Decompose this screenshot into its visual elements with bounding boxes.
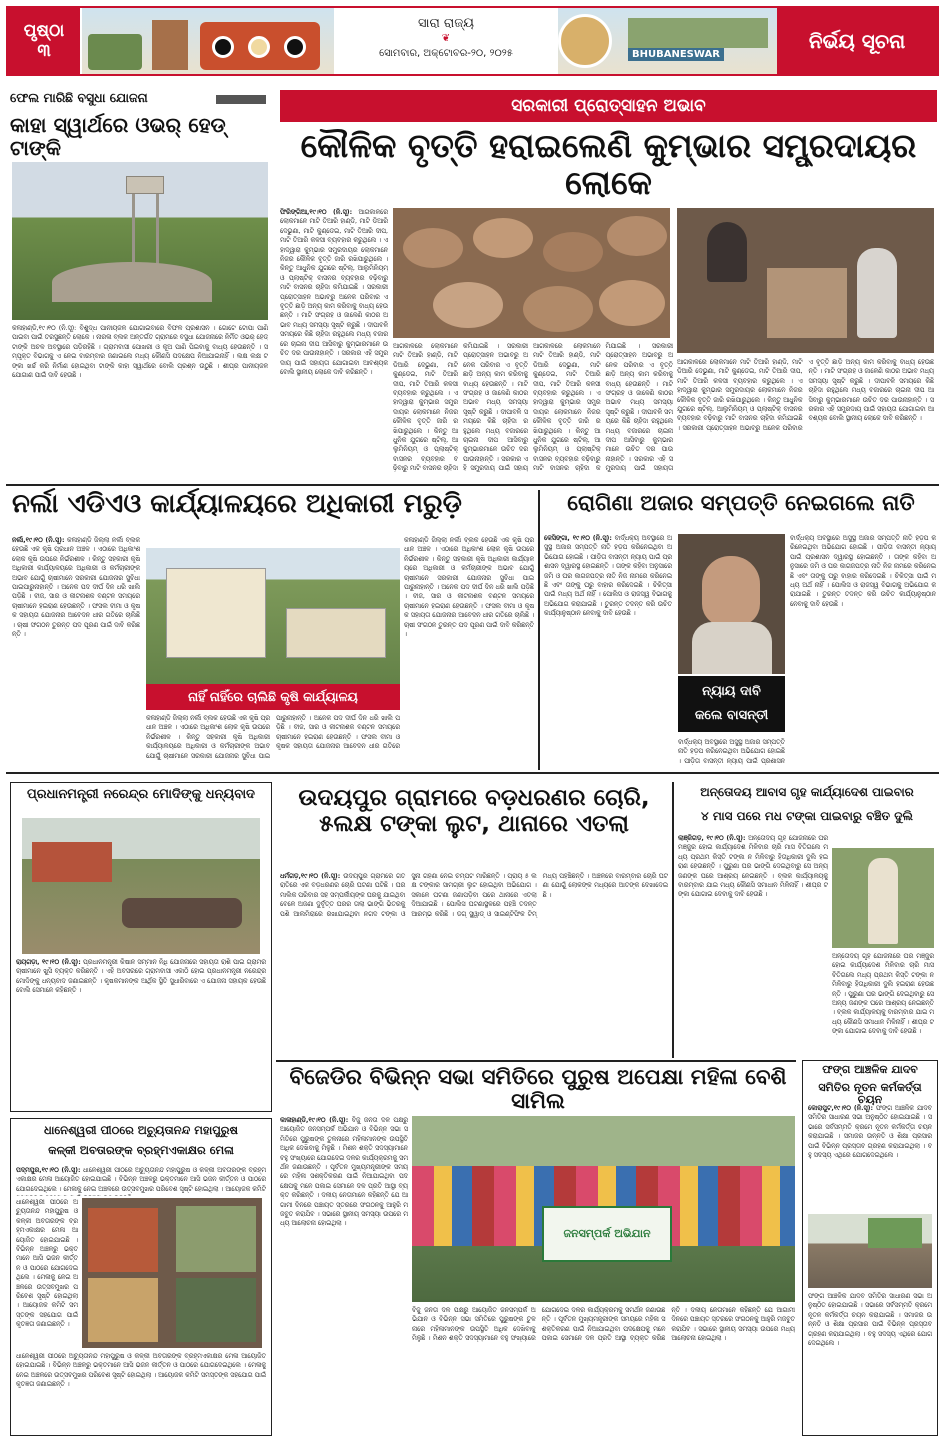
story10-dateline: କୋରାପୁଟ,୧୯।୧୦ (ନି.ସୂ): (808, 1105, 873, 1112)
section-divider (6, 484, 939, 486)
city-image (628, 18, 768, 48)
page-label: ପୃଷ୍ଠା (23, 21, 65, 41)
story7-body-col2: ଅନ୍ତୋଦୟ ଗୃହ ଯୋଜନାରେ ଘର ମଞ୍ଜୁର ହୋଇ କାର୍ଯ୍ୟାଦେଶ ମିଳିବାର ଚାରି ମାସ ବିତିଗଲେ ମଧ୍ୟ ପ୍ରଥମ କିସ୍ତି ଟଙ୍କା ନ ମିଳିବାରୁ ହିତାଧିକାରୀ ଦୁଲି ହଇରାଣ ହେଉଛନ୍ତି । ପୁରୁଣା ଘର ଭାଙ୍ଗି ଦେଇଥିବାରୁ ସେ ଅନ୍ୟ ଜଣଙ୍କ ଘରେ ଆଶ୍ରୟ ନେଇଛନ୍ତି । ବ୍ଲକ କାର୍ଯ୍ୟାଳୟକୁ ବାରମ୍ବାର ଯାଇ ମଧ୍ୟ କୌଣସି ସମାଧାନ ମିଳିନାହିଁ । ଶୀଘ୍ର ଟଙ୍କା ଯୋଗାଇ ଦେବାକୁ ଦାବି ହେଉଛି । (832, 953, 934, 1036)
story8-dateline: ପଦ୍ମପୁର,୧୯।୧୦ (ନି.ସୂ): (16, 1167, 81, 1174)
page-number-box (8, 8, 80, 74)
woman-standing-photo (832, 848, 934, 948)
story5-headline: ପ୍ରଧାନମନ୍ତ୍ରୀ ନରେନ୍ଦ୍ର ମୋଦିଙ୍କୁ ଧନ୍ୟବାଦ (27, 787, 255, 802)
story10-body-top (808, 1104, 932, 1210)
story2-body-part1: ଆଗକାଳରେ ଲୋକମାନେ ମାଟି ତିଆରି ହାଣ୍ଡି, ମାଟି ଡିଆରି ଦେଭୁଣା, ମାଟି କୁଣ୍ଡେଇ, ମାଟି ତିଆରି ଦୀପ, ମାଟି ତିଆରି କଳସୀ ବ୍ୟବହାର କରୁଥିଲେ । ଏହାଦ୍ୱାରା କୁମ୍ଭାର ସମ୍ପ୍ରଦାୟର ଲୋକମାନେ ନିଜର କୌଳିକ ବୃତ୍ତି ଜାରି ରଖିପାରୁଥିଲେ । କିନ୍ତୁ ଆଧୁନିକ ଯୁଗରେ ଷ୍ଟିଲ୍, ଆଲୁମିନିୟମ୍ ଓ ପ୍ଲାଷ୍ଟିକ୍ ବାସନର ବ୍ୟବହାର ବଢ଼ିବାରୁ ମାଟି ବାସନର ଚାହିଦା କମିଯାଇଛି । ସରକାରୀ ପ୍ରୋତ୍ସାହନ ଅଭାବରୁ ଅନେକ ପରିବାର ଏ ବୃତ୍ତି ଛାଡ଼ି ଅନ୍ୟ କାମ କରିବାକୁ ବାଧ୍ୟ ହେଉଛନ୍ତି । ମାଟି ସଂଗ୍ରହ ଓ ଜାଳେଣି କାଠର ଅଭାବ ମଧ୍ୟ ସମସ୍ୟା ସୃଷ୍ଟି କରୁଛି । ଦୀପାବଳି ସମୟରେ କିଛି ଚାହିଦା ରହୁଥିଲେ ମଧ୍ୟ ବଜାରରେ ଚାଇନା ଦୀପ ଆସିବାରୁ କୁମ୍ଭାରମାନେ ଉଚିତ ଦର ପାଉନାହାନ୍ତି । ସରକାର ଏହି ସମ୍ପ୍ରଦାୟ ପାଇଁ ସହାୟତା ଯୋଗାଇବା ଆବଶ୍ୟକ ବୋଲି ସ୍ଥାନୀୟ ଲୋକେ ଦାବି କରିଛନ୍ତି । (280, 209, 388, 376)
story4-headline: ରୋଗିଣା ଅଜାର ସମ୍ପତ୍ତି ନେଇଗଲେ ନାତି (567, 491, 915, 516)
story5-dateline: ରାୟଗଡ଼ା, ୧୯।୧୦ (ନି.ସୂ): (16, 959, 81, 966)
story8-headline-line1: ଧାନେଶ୍ୱରୀ ପୀଠରେ ଅଚ୍ୟୁତାନନ୍ଦ ମହାପୁରୁଷ (43, 1123, 239, 1137)
agri-office-photo (146, 548, 400, 706)
masthead-collage-right (558, 8, 779, 74)
column-divider-2 (672, 782, 674, 1058)
ornament-icon: ❦ (441, 33, 451, 44)
story4-body-col2: ବାର୍ଦ୍ଧକ୍ୟ ଅବସ୍ଥାରେ ଅସୁସ୍ଥ ଅଜାର ସମ୍ପତ୍ତି ନାତି ହଡ଼ପ କରିନେଇଥିବା ଅଭିଯୋଗ ହୋଇଛି । ପୀଡ଼ିତା ବାସନ୍ତୀ ନ୍ୟାୟ ପାଇଁ ପ୍ରଶାସନ (678, 739, 785, 765)
brand-name: ନିର୍ଭୟ ସୂଚନା (808, 29, 906, 53)
story7-body-part1: ଅନ୍ତୋଦୟ ଗୃହ ଯୋଜନାରେ ଘର ମଞ୍ଜୁର ହୋଇ କାର୍ଯ୍ୟାଦେଶ ମିଳିବାର ଚାରି ମାସ ବିତିଗଲେ ମଧ୍ୟ ପ୍ରଥମ କିସ୍ତି ଟଙ୍କା ନ ମିଳିବାରୁ ହିତାଧିକାରୀ ଦୁଲି ହଇରାଣ ହେଉଛନ୍ତି । ପୁରୁଣା ଘର ଭାଙ୍ଗି ଦେଇଥିବାରୁ ସେ ଅନ୍ୟ ଜଣଙ୍କ ଘରେ ଆଶ୍ରୟ ନେଇଛନ୍ତି । ବ୍ଲକ କାର୍ଯ୍ୟାଳୟକୁ ବାରମ୍ବାର ଯାଇ ମଧ୍ୟ କୌଣସି ସମାଧାନ ମିଳିନାହିଁ । ଶୀଘ୍ର ଟଙ୍କା ଯୋଗାଇ ଦେବାକୁ ଦାବି ହେଉଛି । (678, 835, 828, 899)
story4-body-part1: ବାର୍ଦ୍ଧକ୍ୟ ଅବସ୍ଥାରେ ଅସୁସ୍ଥ ଅଜାର ସମ୍ପତ୍ତି ନାତି ହଡ଼ପ କରିନେଇଥିବା ଅଭିଯୋଗ ହୋଇଛି । ପୀଡ଼ିତା ବାସନ୍ତୀ ନ୍ୟାୟ ପାଇଁ ପ୍ରଶାସନ ଦ୍ୱାରସ୍ଥ ହୋଇଛନ୍ତି । ତାଙ୍କ କହିବା ଅନୁସାରେ ଜମି ଓ ଘର କାଗଜପତ୍ର ନାତି ନିଜ ନାମରେ କରିନେଇଛି ଏବଂ ତାଙ୍କୁ ଘରୁ ବାହାର କରିଦେଇଛି । ଚିକିତ୍ସା ପାଇଁ ମଧ୍ୟ ଅର୍ଥ ନାହିଁ । ପୋଲିସ ଓ ରାଜସ୍ୱ ବିଭାଗକୁ ଅଭିଯୋଗ କରାଯାଇଛି । ତୁରନ୍ତ ତଦନ୍ତ କରି ଉଚିତ କାର୍ଯ୍ୟାନୁଷ୍ଠାନ ନେବାକୁ ଦାବି ହେଉଛି । (544, 535, 672, 618)
story8-headline-line2: କଳ୍କୀ ଅବତାରଙ୍କ ବ୍ରହ୍ମଏକାକ୍ଷର ମେଳା (48, 1143, 234, 1157)
story5-body-text: ପ୍ରଧାନମନ୍ତ୍ରୀ କିଷାନ ସମ୍ମାନ ନିଧି ଯୋଜନାରେ ସହାୟତା ରାଶି ପାଇ ଗ୍ରାମର ଚାଷୀମାନେ ଖୁସି ବ୍ୟକ୍ତ କରିଛନ୍ତି । ଏହି ଅବସରରେ ଗ୍ରାମବାସୀ ଏକାଠି ହୋଇ ପ୍ରଧାନମନ୍ତ୍ରୀ ନରେନ୍ଦ୍ର ମୋଦିଙ୍କୁ ଧନ୍ୟବାଦ ଜଣାଇଛନ୍ତି । କୃଷକମାନଙ୍କ ଆର୍ଥିକ ସ୍ଥିତି ସୁଧାରିବାରେ ଏ ଯୋଜନା ସହାୟକ ହେଉଛି ବୋଲି ସେମାନେ କହିଛନ୍ତି । (16, 959, 266, 995)
section-divider-3 (276, 1060, 796, 1062)
story8-body-bottom: ଧାନେଶ୍ୱରୀ ପୀଠରେ ଅଚ୍ୟୁତାନନ୍ଦ ମହାପୁରୁଷ ଓ କଳ୍କୀ ଅବତାରଙ୍କ ବ୍ରହ୍ମଏକାକ୍ଷର ମେଳା ଆୟୋଜିତ ହୋଇଯାଇଛି । ବିଭିନ୍ନ ଅଞ୍ଚଳରୁ ଭକ୍ତମାନେ ଆସି ଭଜନ କୀର୍ତ୍ତନ ଓ ପାଠରେ ଯୋଗଦେଇଥିଲେ । ମେଳାକୁ ନେଇ ଅଞ୍ଚଳରେ ଉତ୍ସବମୁଖର ପରିବେଶ ସୃଷ୍ଟି ହୋଇଥିଲା । ଆୟୋଜକ କମିଟି ସମସ୍ତଙ୍କ ସହଯୋଗ ପାଇଁ କୃତଜ୍ଞତା ଜଣାଇଛନ୍ତି । (16, 1353, 266, 1389)
story10-body-bottom: ଫଙ୍ଗ ଆଞ୍ଚଳିକ ଯାଦବ ସମିତିର ସାଧାରଣ ସଭା ଅନୁଷ୍ଠିତ ହୋଇଯାଇଛି । ସଭାରେ ସର୍ବସମ୍ମତି କ୍ରମେ ନୂତନ କର୍ମକର୍ତ୍ତା ଚୟନ କରାଯାଇଛି । ସମାଜର ଉନ୍ନତି ଓ ଶିକ୍ଷା ପ୍ରସାର ପାଇଁ ବିଭିନ୍ନ ପ୍ରସ୍ତାବ ଗ୍ରହଣ କରାଯାଇଥିଲା । ବହୁ ସଦସ୍ୟ ଏଥିରେ ଯୋଗଦେଇଥିଲେ । (808, 1293, 932, 1348)
masthead-collage-left (82, 8, 334, 74)
story2-kicker: ସରକାରୀ ପ୍ରୋତ୍ସାହନ ଅଭାବ (280, 90, 937, 122)
story3-body-col3: କଳାହାଣ୍ଡି ଜିଲ୍ଲା ନର୍ଲା ବ୍ଲକ ହେଉଛି ଏକ କୃଷି ପ୍ରଧାନ ଅଞ୍ଚଳ । ଏଠାରେ ଅଧିକାଂଶ ଲୋକ କୃଷି ଉପରେ ନିର୍ଭରଶୀଳ । କିନ୍ତୁ ସହକାରୀ କୃଷି ଅଧିକାରୀ କାର୍ଯ୍ୟାଳୟରେ ଅଧିକାରୀ ଓ କର୍ମଚାରୀଙ୍କ ଅଭାବ ଯୋଗୁଁ ଚାଷୀମାନେ ସରକାରୀ ଯୋଜନାର ସୁବିଧା ପାଇପାରୁନାହାନ୍ତି । ଅନେକ ପଦ ଦୀର୍ଘ ଦିନ ଧରି ଖାଲି ପଡ଼ିଛି । ବୀଜ, ସାର ଓ କୀଟନାଶକ ବଣ୍ଟନ ସମୟରେ ଚାଷୀମାନେ ହଇରାଣ ହେଉଛନ୍ତି । ଫସଲ ବୀମା ଓ କୃଷକ ସହାୟତା ଯୋଜନାର ଆବେଦନ ଧୀର ଗତିରେ ଚାଲିଛି । ଚାଷୀ ସଂଗଠନ ତୁରନ୍ତ ପଦ ପୂରଣ ପାଇଁ ଦାବି କରିଛନ୍ତି । (404, 537, 534, 639)
clay-lamps-photo (393, 208, 670, 338)
story6-body-text: ଉଦୟପୁର ଗ୍ରାମରେ ଗତ ରାତିରେ ଏକ ବଡ଼ଧରଣର ଚୋରି ଘଟଣା ଘଟିଛି । ଘର ମାଲିକ ପରିବାର ସହ ସମ୍ପର୍କୀୟଙ୍କ ଘରକୁ ଯାଇଥିବା ବେଳେ ଅଜଣା ଦୁର୍ବୃତ୍ତ ଘରର ତାଲା ଭାଙ୍ଗି ଭିତରକୁ ପଶି ଆଲମିରାରେ ରଖାଯାଇଥିବା ନଗଦ ଟଙ୍କା ଓ ସୁନା ଗହଣା ନେଇ ଚମ୍ପଟ ମାରିଛନ୍ତି । ପ୍ରାୟ ୫ ଲକ୍ଷ ଟଙ୍କାର ସାମଗ୍ରୀ ଲୁଟ ହୋଇଥିବା ଅଭିଯୋଗ । ସକାଳେ ଘଟଣା ଜଣାପଡ଼ିବା ପରେ ଥାନାରେ ଏତଲା ଦିଆଯାଇଛି । ପୋଲିସ ଘଟଣାସ୍ଥଳରେ ପହଞ୍ଚି ତଦନ୍ତ ଆରମ୍ଭ କରିଛି । ଡଗ୍ ସ୍କ୍ୱାଡ୍ ଓ ସାଇଣ୍ଟିଫିକ ଟିମ୍ ମଧ୍ୟ ପହଞ୍ଚିଛନ୍ତି । ଅଞ୍ଚଳରେ ବାରମ୍ବାର ଚୋରି ଘଟଣା ଯୋଗୁଁ ଲୋକଙ୍କ ମଧ୍ୟରେ ଆତଙ୍କ ଦେଖାଦେଇଛି । (280, 873, 668, 918)
section-title: ସାରା ରାଜ୍ୟ (418, 16, 474, 31)
brand-box (777, 8, 937, 74)
story9-body-part1: ବିଜୁ ଜନତା ଦଳ ପକ୍ଷରୁ ଆୟୋଜିତ ଜନସମ୍ପର୍କ ଅଭିଯାନ ଓ ବିଭିନ୍ନ ସଭା ସମିତିରେ ପୁରୁଷଙ୍କ ତୁଳନାରେ ମହିଳାମାନଙ୍କ ଉପସ୍ଥିତି ଅଧିକ ଦେଖିବାକୁ ମିଳୁଛି । ମିଶନ ଶକ୍ତି ସଦସ୍ୟାମାନେ ବହୁ ସଂଖ୍ୟାରେ ଯୋଗଦେଇ ଦଳର କାର୍ଯ୍ୟକ୍ରମକୁ ସମର୍ଥନ ଜଣାଉଛନ୍ତି । ପୂର୍ବତନ ମୁଖ୍ୟମନ୍ତ୍ରୀଙ୍କ ସମୟରେ ମହିଳା ସଶକ୍ତିକରଣ ପାଇଁ ନିଆଯାଇଥିବା ପଦକ୍ଷେପକୁ ମନେ ପକାଇ ସେମାନେ ଦଳ ପ୍ରତି ଆସ୍ଥା ବ୍ୟକ୍ତ କରିଛନ୍ତି । ଦଳୀୟ ନେତାମାନେ କହିଛନ୍ତି ଯେ ଆଗାମୀ ଦିନରେ ପଞ୍ଚାୟତ ସ୍ତରରେ ସଂଗଠନକୁ ଆହୁରି ମଜବୁତ କରାଯିବ । ସଭାରେ ସ୍ଥାନୀୟ ସମସ୍ୟା ଉପରେ ମଧ୍ୟ ଆଲୋଚନା ହୋଇଥିଲା । (280, 1117, 408, 1228)
sweets-image (558, 14, 612, 68)
story4-body-col3: ବାର୍ଦ୍ଧକ୍ୟ ଅବସ୍ଥାରେ ଅସୁସ୍ଥ ଅଜାର ସମ୍ପତ୍ତି ନାତି ହଡ଼ପ କରିନେଇଥିବା ଅଭିଯୋଗ ହୋଇଛି । ପୀଡ଼ିତା ବାସନ୍ତୀ ନ୍ୟାୟ ପାଇଁ ପ୍ରଶାସନ ଦ୍ୱାରସ୍ଥ ହୋଇଛନ୍ତି । ତାଙ୍କ କହିବା ଅନୁସାରେ ଜମି ଓ ଘର କାଗଜପତ୍ର ନାତି ନିଜ ନାମରେ କରିନେଇଛି ଏବଂ ତାଙ୍କୁ ଘରୁ ବାହାର କରିଦେଇଛି । ଚିକିତ୍ସା ପାଇଁ ମଧ୍ୟ ଅର୍ଥ ନାହିଁ । ପୋଲିସ ଓ ରାଜସ୍ୱ ବିଭାଗକୁ ଅଭିଯୋଗ କରାଯାଇଛି । ତୁରନ୍ତ ତଦନ୍ତ କରି ଉଚିତ କାର୍ଯ୍ୟାନୁଷ୍ଠାନ ନେବାକୁ ଦାବି ହେଉଛି । (790, 535, 936, 608)
temple-photo (82, 1198, 262, 1348)
story8-body-text: ଧାନେଶ୍ୱରୀ ପୀଠରେ ଅଚ୍ୟୁତାନନ୍ଦ ମହାପୁରୁଷ ଓ କଳ୍କୀ ଅବତାରଙ୍କ ବ୍ରହ୍ମଏକାକ୍ଷର ମେଳା ଆୟୋଜିତ ହୋଇଯାଇଛି । ବିଭିନ୍ନ ଅଞ୍ଚଳରୁ ଭକ୍ତମାନେ ଆସି ଭଜନ କୀର୍ତ୍ତନ ଓ ପାଠରେ ଯୋଗଦେଇଥିଲେ । ମେଳାକୁ ନେଇ ଅଞ୍ଚଳରେ ଉତ୍ସବମୁଖର ପରିବେଶ ସୃଷ୍ଟି ହୋଇଥିଲା । ଆୟୋଜକ କମିଟି (16, 1167, 266, 1193)
story6-headline: ଉଦୟପୁର ଗ୍ରାମରେ ବଡ଼ଧରଣର ଚୋରି, ୫ଲକ୍ଷ ଟଙ୍କା ଲୁଟ, ଥାନାରେ ଏତଲା (298, 785, 650, 837)
story7-headline-line1: ଅନ୍ତୋଦୟ ଆବାସ ଗୃହ କାର୍ଯ୍ୟାଦେଶ ପାଇବାର (700, 785, 914, 799)
story4-body-col1 (544, 534, 672, 766)
story1-kicker: ଫେଲ ମାରିଛି ବସୁଧା ଯୋଜନା (10, 90, 148, 105)
story10-body-text: ଫଙ୍ଗ ଆଞ୍ଚଳିକ ଯାଦବ ସମିତିର ସାଧାରଣ ସଭା ଅନୁଷ୍ଠିତ ହୋଇଯାଇଛି । ସଭାରେ ସର୍ବସମ୍ମତି କ୍ରମେ ନୂତନ କର୍ମକର୍ତ୍ତା ଚୟନ କରାଯାଇଛି । ସମାଜର ଉନ୍ନତି ଓ ଶିକ୍ଷା ପ୍ରସାର ପାଇଁ ବିଭିନ୍ନ ପ୍ରସ୍ତାବ ଗ୍ରହଣ କରାଯାଇଥିଲା । ବହୁ ସଦସ୍ୟ ଏଥିରେ ଯୋଗଦେଇଥିଲେ । (808, 1105, 932, 1160)
masthead-center (336, 8, 556, 74)
story9-headline: ବିଜେଡିର ବିଭିନ୍ନ ସଭା ସମିତିରେ ପୁରୁଷ ଅପେକ୍ଷା ମହିଳା ବେଶି ସାମିଲ (289, 1065, 787, 1115)
story3-caption: ନାହିଁ ନାହିଁରେ ଚାଲିଛି କୃଷି କାର୍ଯ୍ୟାଳୟ (146, 684, 400, 710)
story2-headline: କୌଳିକ ବୃତ୍ତି ହରାଇଲେଣି କୁମ୍ଭାର ସମ୍ପ୍ରଦାୟର ଲୋକେ (300, 126, 917, 202)
story3-body-part1: କଳାହାଣ୍ଡି ଜିଲ୍ଲା ନର୍ଲା ବ୍ଲକ ହେଉଛି ଏକ କୃଷି ପ୍ରଧାନ ଅଞ୍ଚଳ । ଏଠାରେ ଅଧିକାଂଶ ଲୋକ କୃଷି ଉପରେ ନିର୍ଭରଶୀଳ । କିନ୍ତୁ ସହକାରୀ କୃଷି ଅଧିକାରୀ କାର୍ଯ୍ୟାଳୟରେ ଅଧିକାରୀ ଓ କର୍ମଚାରୀଙ୍କ ଅଭାବ ଯୋଗୁଁ ଚାଷୀମାନେ ସରକାରୀ ଯୋଜନାର ସୁବିଧା ପାଇପାରୁନାହାନ୍ତି । ଅନେକ ପଦ ଦୀର୍ଘ ଦିନ ଧରି ଖାଲି ପଡ଼ିଛି । ବୀଜ, ସାର ଓ କୀଟନାଶକ ବଣ୍ଟନ ସମୟରେ ଚାଷୀମାନେ ହଇରାଣ ହେଉଛନ୍ତି । ଫସଲ ବୀମା ଓ କୃଷକ ସହାୟତା ଯୋଜନାର ଆବେଦନ ଧୀର ଗତିରେ ଚାଲିଛି । ଚାଷୀ ସଂଗଠନ ତୁରନ୍ତ ପଦ ପୂରଣ ପାଇଁ ଦାବି କରିଛନ୍ତି । (12, 537, 140, 639)
story9-body-col2: ବିଜୁ ଜନତା ଦଳ ପକ୍ଷରୁ ଆୟୋଜିତ ଜନସମ୍ପର୍କ ଅଭିଯାନ ଓ ବିଭିନ୍ନ ସଭା ସମିତିରେ ପୁରୁଷଙ୍କ ତୁଳନାରେ ମହିଳାମାନଙ୍କ ଉପସ୍ଥିତି ଅଧିକ ଦେଖିବାକୁ ମିଳୁଛି । ମିଶନ ଶକ୍ତି ସଦସ୍ୟାମାନେ ବହୁ ସଂଖ୍ୟାରେ ଯୋଗଦେଇ ଦଳର କାର୍ଯ୍ୟକ୍ରମକୁ ସମର୍ଥନ ଜଣାଉଛନ୍ତି । ପୂର୍ବତନ ମୁଖ୍ୟମନ୍ତ୍ରୀଙ୍କ ସମୟରେ ମହିଳା ସଶକ୍ତିକରଣ ପାଇଁ ନିଆଯାଇଥିବା ପଦକ୍ଷେପକୁ ମନେ ପକାଇ ସେମାନେ ଦଳ ପ୍ରତି ଆସ୍ଥା ବ୍ୟକ୍ତ କରିଛନ୍ତି । ଦଳୀୟ ନେତାମାନେ କହିଛନ୍ତି ଯେ ଆଗାମୀ ଦିନରେ ପଞ୍ଚାୟତ ସ୍ତରରେ ସଂଗଠନକୁ ଆହୁରି ମଜବୁତ କରାଯିବ । ସଭାରେ ସ୍ଥାନୀୟ ସମସ୍ୟା ଉପରେ ମଧ୍ୟ ଆଲୋଚନା ହୋଇଥିଲା । (412, 1307, 795, 1343)
story3-headline: ନର୍ଲା ଏଡିଏଓ କାର୍ଯ୍ୟାଳୟରେ ଅଧିକାରୀ ମରୁଡ଼ି (12, 489, 462, 519)
potter-working-photo (677, 208, 934, 353)
story2-body-col4: ଆଗକାଳରେ ଲୋକମାନେ ମାଟି ତିଆରି ହାଣ୍ଡି, ମାଟି ଡିଆରି ଦେଭୁଣା, ମାଟି କୁଣ୍ଡେଇ, ମାଟି ତିଆରି ଦୀପ, ମାଟି ତିଆରି କଳସୀ ବ୍ୟବହାର କରୁଥିଲେ । ଏହାଦ୍ୱାରା କୁମ୍ଭାର ସମ୍ପ୍ରଦାୟର ଲୋକମାନେ ନିଜର କୌଳିକ ବୃତ୍ତି ଜାରି ରଖିପାରୁଥିଲେ । କିନ୍ତୁ ଆଧୁନିକ ଯୁଗରେ ଷ୍ଟିଲ୍, ଆଲୁମିନିୟମ୍ ଓ ପ୍ଲାଷ୍ଟିକ୍ ବାସନର ବ୍ୟବହାର ବଢ଼ିବାରୁ ମାଟି ବାସନର ଚାହିଦା କମିଯାଇଛି । ସରକାରୀ ପ୍ରୋତ୍ସାହନ ଅଭାବରୁ ଅନେକ ପରିବାର ଏ ବୃତ୍ତି ଛାଡ଼ି ଅନ୍ୟ କାମ କରିବାକୁ ବାଧ୍ୟ ହେଉଛନ୍ତି । ମାଟି ସଂଗ୍ରହ ଓ ଜାଳେଣି କାଠର ଅଭାବ ମଧ୍ୟ ସମସ୍ୟା ସୃଷ୍ଟି କରୁଛି । ଦୀପାବଳି ସମୟରେ କିଛି ଚାହିଦା ରହୁଥିଲେ ମଧ୍ୟ ବଜାରରେ ଚାଇନା ଦୀପ ଆସିବାରୁ କୁମ୍ଭାରମାନେ ଉଚିତ ଦର ପାଉନାହାନ୍ତି । ସରକାର ଏହି ସମ୍ପ୍ରଦାୟ ପାଇଁ ସହାୟତା ଯୋଗାଇବା ଆବଶ୍ୟକ ବୋଲି ସ୍ଥାନୀୟ ଲୋକେ ଦାବି କରିଛନ୍ତି । (677, 359, 934, 432)
story9-dateline: କାଳାହାଣ୍ଡି,୧୯।୧୦ (ନି.ସୂ): (280, 1117, 349, 1124)
meeting-photo (808, 1214, 932, 1288)
story4-caption-line2: କଲେ ବାସନ୍ତୀ (694, 708, 769, 723)
story4-dateline: କେସିଙ୍ଗା, ୧୯।୧୦ (ନି.ସୂ): (544, 535, 612, 542)
story3-body-col1 (12, 536, 140, 764)
story7-body-col1 (678, 834, 828, 1054)
story6-body (280, 872, 668, 1054)
issue-date: ସୋମବାର, ଅକ୍ଟୋବର-୨୦, ୨୦୨୫ (379, 48, 513, 59)
story2-body-col1 (280, 208, 388, 478)
water-tank-photo (12, 162, 268, 320)
rally-banner: ଜନସମ୍ପର୍କ ଅଭିଯାନ (542, 1206, 672, 1262)
masthead (6, 6, 939, 76)
story2-dateline: ଫିରିଙ୍ଗିଆ,୧୯।୧୦ (ନି.ସୂ): (280, 209, 353, 216)
villagers-photo (22, 818, 260, 954)
story2-body-col2: ଆଗକାଳରେ ଲୋକମାନେ ମାଟି ତିଆରି ହାଣ୍ଡି, ମାଟି ଡିଆରି ଦେଭୁଣା, ମାଟି କୁଣ୍ଡେଇ, ମାଟି ତିଆରି ଦୀପ, ମାଟି ତିଆରି କଳସୀ ବ୍ୟବହାର କରୁଥିଲେ । ଏହାଦ୍ୱାରା କୁମ୍ଭାର ସମ୍ପ୍ରଦାୟର ଲୋକମାନେ ନିଜର କୌଳିକ ବୃତ୍ତି ଜାରି ରଖିପାରୁଥିଲେ । କିନ୍ତୁ ଆଧୁନିକ ଯୁଗରେ ଷ୍ଟିଲ୍, ଆଲୁମିନିୟମ୍ ଓ ପ୍ଲାଷ୍ଟିକ୍ ବାସନର ବ୍ୟବହାର ବଢ଼ିବାରୁ ମାଟି ବାସନର ଚାହିଦା କମିଯାଇଛି । ସରକାରୀ ପ୍ରୋତ୍ସାହନ ଅଭାବରୁ ଅନେକ ପରିବାର ଏ ବୃତ୍ତି ଛାଡ଼ି ଅନ୍ୟ କାମ କରିବାକୁ ବାଧ୍ୟ ହେଉଛନ୍ତି । ମାଟି ସଂଗ୍ରହ ଓ ଜାଳେଣି କାଠର ଅଭାବ ମଧ୍ୟ ସମସ୍ୟା ସୃଷ୍ଟି କରୁଛି । ଦୀପାବଳି ସମୟରେ କିଛି ଚାହିଦା ରହୁଥିଲେ ମଧ୍ୟ ବଜାରରେ ଚାଇନା ଦୀପ ଆସିବାରୁ କୁମ୍ଭାରମାନେ ଉଚିତ ଦର ପାଉନାହାନ୍ତି । ସରକାର ଏହି ସମ୍ପ୍ରଦାୟ ପାଇଁ ସହାୟ (393, 343, 528, 473)
page-number: ୩ (37, 41, 51, 61)
story2-body-col3: ଆଗକାଳରେ ଲୋକମାନେ ମାଟି ତିଆରି ହାଣ୍ଡି, ମାଟି ଡିଆରି ଦେଭୁଣା, ମାଟି କୁଣ୍ଡେଇ, ମାଟି ତିଆରି ଦୀପ, ମାଟି ତିଆରି କଳସୀ ବ୍ୟବହାର କରୁଥିଲେ । ଏହାଦ୍ୱାରା କୁମ୍ଭାର ସମ୍ପ୍ରଦାୟର ଲୋକମାନେ ନିଜର କୌଳିକ ବୃତ୍ତି ଜାରି ରଖିପାରୁଥିଲେ । କିନ୍ତୁ ଆଧୁନିକ ଯୁଗରେ ଷ୍ଟିଲ୍, ଆଲୁମିନିୟମ୍ ଓ ପ୍ଲାଷ୍ଟିକ୍ ବାସନର ବ୍ୟବହାର ବଢ଼ିବାରୁ ମାଟି ବାସନର ଚାହିଦା କମିଯାଇଛି । ସରକାରୀ ପ୍ରୋତ୍ସାହନ ଅଭାବରୁ ଅନେକ ପରିବାର ଏ ବୃତ୍ତି ଛାଡ଼ି ଅନ୍ୟ କାମ କରିବାକୁ ବାଧ୍ୟ ହେଉଛନ୍ତି । ମାଟି ସଂଗ୍ରହ ଓ ଜାଳେଣି କାଠର ଅଭାବ ମଧ୍ୟ ସମସ୍ୟା ସୃଷ୍ଟି କରୁଛି । ଦୀପାବଳି ସମୟରେ କିଛି ଚାହିଦା ରହୁଥିଲେ ମଧ୍ୟ ବଜାରରେ ଚାଇନା ଦୀପ ଆସିବାରୁ କୁମ୍ଭାରମାନେ ଉଚିତ ଦର ପାଉନାହାନ୍ତି । ସରକାର ଏହି ସମ୍ପ୍ରଦାୟ ପାଇଁ ସହାୟତା (533, 343, 673, 473)
story8-body-left: ଧାନେଶ୍ୱରୀ ପୀଠରେ ଅଚ୍ୟୁତାନନ୍ଦ ମହାପୁରୁଷ ଓ କଳ୍କୀ ଅବତାରଙ୍କ ବ୍ରହ୍ମଏକାକ୍ଷର ମେଳା ଆୟୋଜିତ ହୋଇଯାଇଛି । ବିଭିନ୍ନ ଅଞ୍ଚଳରୁ ଭକ୍ତମାନେ ଆସି ଭଜନ କୀର୍ତ୍ତନ ଓ ପାଠରେ ଯୋଗଦେଇଥିଲେ । ମେଳାକୁ ନେଇ ଅଞ୍ଚଳରେ ଉତ୍ସବମୁଖର ପରିବେଶ ସୃଷ୍ଟି ହୋଇଥିଲା । ଆୟୋଜକ କମିଟି ସମସ୍ତଙ୍କ ସହଯୋଗ ପାଇଁ କୃତଜ୍ଞତା ଜଣାଇଛନ୍ତି । (16, 1199, 78, 1329)
story4-caption-line1: ନ୍ୟାୟ ଦାବି (702, 684, 761, 699)
section-divider-2 (6, 772, 939, 774)
cattle-image (88, 34, 142, 70)
statue-image (152, 20, 188, 70)
story8-body-top (16, 1166, 266, 1196)
story9-body-col1 (280, 1116, 408, 1436)
story1-headline: କାହା ସ୍ୱାର୍ଥରେ ଓଭର୍ ହେଡ୍ ଟାଙ୍କି (10, 113, 226, 160)
story7-headline-line2: ୪ ମାସ ପରେ ମଧ ଟଙ୍କା ପାଇବାରୁ ବଞ୍ଚିତ ଦୁଲି (701, 809, 913, 823)
column-divider (538, 490, 540, 770)
story10-headline-line1: ଫଙ୍ଗ ଆଞ୍ଚଳିକ ଯାଦବ (822, 1063, 918, 1076)
deities-image (200, 22, 320, 70)
kicker-bar (216, 95, 266, 104)
story10-headline-line2: ସମିତିର ନୂତନ କର୍ମକର୍ତ୍ତା ଚୟନ (818, 1081, 922, 1107)
story5-body (16, 958, 266, 1108)
city-label: BHUBANESWAR (628, 48, 724, 61)
story3-body-col2: କଳାହାଣ୍ଡି ଜିଲ୍ଲା ନର୍ଲା ବ୍ଲକ ହେଉଛି ଏକ କୃଷି ପ୍ରଧାନ ଅଞ୍ଚଳ । ଏଠାରେ ଅଧିକାଂଶ ଲୋକ କୃଷି ଉପରେ ନିର୍ଭରଶୀଳ । କିନ୍ତୁ ସହକାରୀ କୃଷି ଅଧିକାରୀ କାର୍ଯ୍ୟାଳୟରେ ଅଧିକାରୀ ଓ କର୍ମଚାରୀଙ୍କ ଅଭାବ ଯୋଗୁଁ ଚାଷୀମାନେ ସରକାରୀ ଯୋଜନାର ସୁବିଧା ପାଇପାରୁନାହାନ୍ତି । ଅନେକ ପଦ ଦୀର୍ଘ ଦିନ ଧରି ଖାଲି ପଡ଼ିଛି । ବୀଜ, ସାର ଓ କୀଟନାଶକ ବଣ୍ଟନ ସମୟରେ ଚାଷୀମାନେ ହଇରାଣ ହେଉଛନ୍ତି । ଫସଲ ବୀମା ଓ କୃଷକ ସହାୟତା ଯୋଜନାର ଆବେଦନ ଧୀର ଗତିରେ (146, 715, 400, 760)
old-woman-photo (678, 534, 785, 674)
story7-dateline: ଲାଞ୍ଜିଗଡ଼, ୧୯।୧୦ (ନି.ସୂ): (678, 835, 746, 842)
story4-caption (678, 676, 785, 732)
story3-dateline: ନର୍ଲା,୧୯।୧୦ (ନି.ସୂ): (12, 537, 65, 544)
rally-photo (412, 1116, 795, 1302)
story1-body: କଳାହାଣ୍ଡି,୧୯।୧୦ (ନି.ସୂ): ବିଶୁଦ୍ଧ ପାନୀୟଜଳ ଯୋଗାଇବାରେ ବିଫଳ ପ୍ରଶାସନ । ଗୋଟେ ଟୋପା ପାଣି ପାଇବା ପାଇଁ ତରସୁଛନ୍ତି ଲୋକେ । ନାରଳା ବ୍ଲକ ଅନ୍ତର୍ଗତ ଗ୍ରାମରେ ବସୁଧା ଯୋଜନାରେ ନିର୍ମିତ ଓଭର୍ ହେଡ୍ ଟାଙ୍କି ଅଚଳ ଅବସ୍ଥାରେ ପଡ଼ିରହିଛି । ଗ୍ରାମବାସୀ ପୋଖରୀ ଓ କୂଅ ପାଣି ପିଇବାକୁ ବାଧ୍ୟ ହେଉଛନ୍ତି । ସମ୍ପୃକ୍ତ ବିଭାଗକୁ ଏ ନେଇ ବାରମ୍ବାର ଜଣାଇଲେ ମଧ୍ୟ କୌଣସି ପଦକ୍ଷେପ ନିଆଯାଇନାହିଁ । ଲକ୍ଷ ଲକ୍ଷ ଟଙ୍କା ଖର୍ଚ୍ଚ କରି ନିର୍ମାଣ ହୋଇଥିବା ଟାଙ୍କି କାହା ସ୍ୱାର୍ଥରେ ବୋଲି ପ୍ରଶ୍ନ ଉଠୁଛି । ଶୀଘ୍ର ପାନୀୟଜଳ ଯୋଗାଣ ପାଇଁ ଦାବି ହେଉଛି । (12, 325, 268, 380)
story6-dateline: ଧର୍ମଗଡ଼,୧୯।୧୦ (ନି.ସୂ): (280, 873, 341, 880)
